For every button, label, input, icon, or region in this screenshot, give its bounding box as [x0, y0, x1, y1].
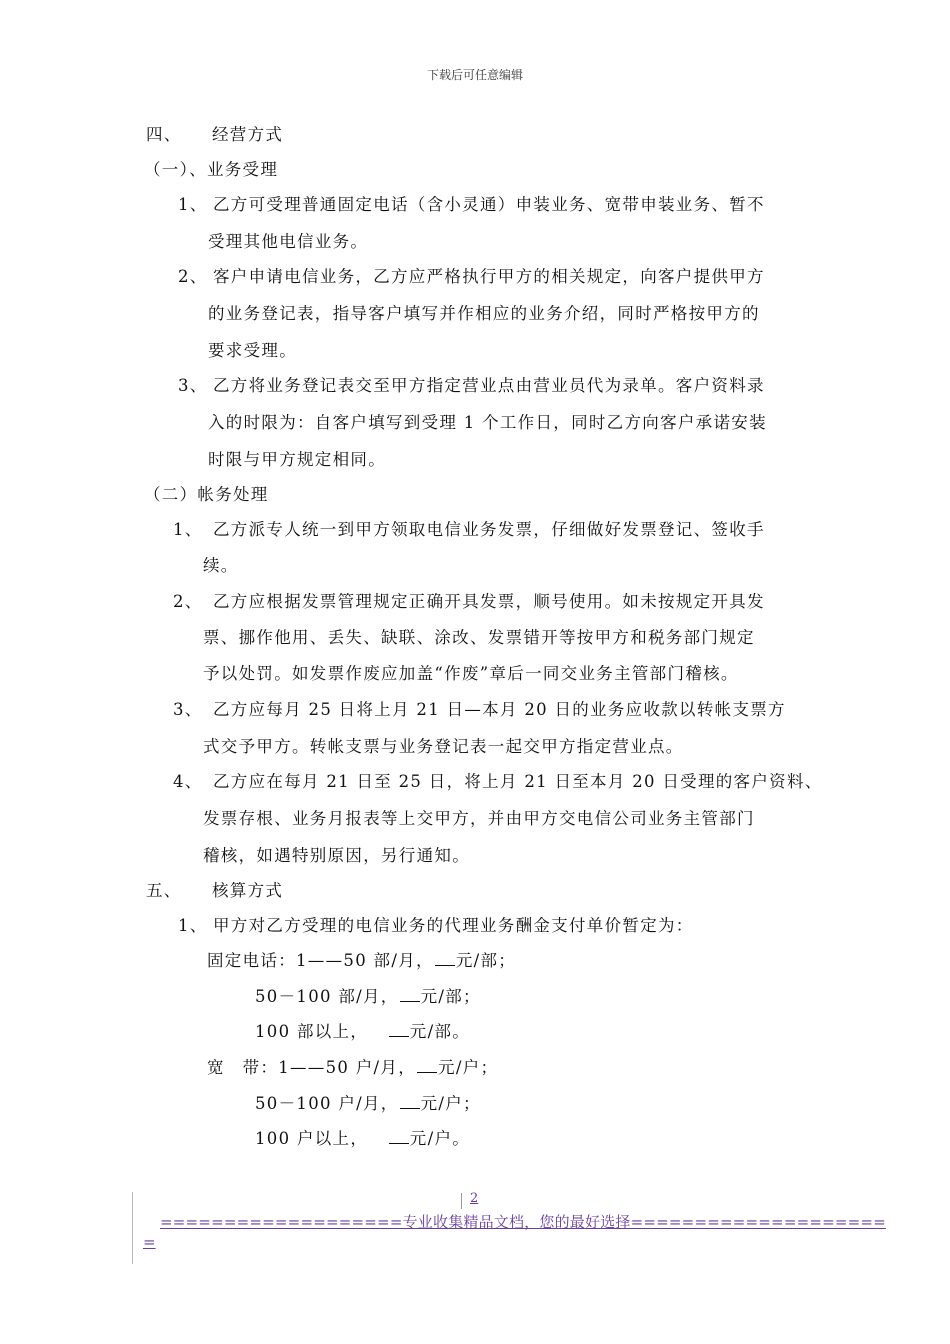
broadband-label: 宽 带：: [207, 1058, 279, 1077]
item-number: 1、: [173, 520, 203, 539]
item-line: 的业务登记表，指导客户填写并作相应的业务介绍，同时严格按甲方的: [208, 304, 760, 323]
item-line: 时限与甲方规定相同。: [208, 450, 386, 469]
fixed-line-label: 固定电话：: [207, 951, 296, 970]
item-line: 予以处罚。如发票作废应加盖“作废”章后一同交业务主管部门稽核。: [203, 664, 739, 683]
amount-blank: [400, 1094, 420, 1109]
page-number-divider: [461, 1193, 462, 1209]
page-number: 2: [470, 1191, 479, 1206]
item-line: 发票存根、业务月报表等上交甲方，并由甲方交电信公司业务主管部门: [203, 809, 755, 828]
amount-blank: [435, 951, 455, 966]
item-number: 3、: [173, 700, 203, 719]
item-line: 乙方派专人统一到甲方领取电信业务发票，仔细做好发票登记、签收手: [213, 520, 765, 539]
broadband-rate-3: 100 户以上， 元/户。: [255, 1129, 471, 1148]
item-line: 续。: [203, 556, 239, 575]
item-line: 乙方应在每月 21 日至 25 日，将上月 21 日至本月 20 日受理的客户资料、: [213, 772, 823, 791]
item-line: 式交予甲方。转帐支票与业务登记表一起交甲方指定营业点。: [203, 737, 684, 756]
item-line: 乙方可受理普通固定电话（含小灵通）申装业务、宽带申装业务、暂不: [213, 195, 765, 214]
header-note: 下载后可任意编辑: [426, 68, 523, 82]
item-number: 1、: [178, 916, 208, 935]
fixed-line-rate-1: 固定电话：1——50 部/月， 元/部；: [207, 951, 517, 970]
item-number: 2、: [178, 267, 208, 286]
subsection-2-title: （二）帐务处理: [144, 485, 269, 504]
footer-promo-link[interactable]: ===================专业收集精品文档，您的最好选择====================: [160, 1213, 886, 1231]
item-number: 4、: [173, 772, 203, 791]
amount-blank: [389, 1022, 409, 1037]
item-number: 1、: [178, 195, 208, 214]
item-line: 甲方对乙方受理的电信业务的代理业务酬金支付单价暂定为：: [213, 916, 694, 935]
footer-margin-line: [132, 1192, 133, 1264]
item-line: 乙方应根据发票管理规定正确开具发票，顺号使用。如未按规定开具发: [213, 592, 765, 611]
section-4-number: 四、: [146, 125, 182, 144]
fixed-line-rate-3: 100 部以上， 元/部。: [255, 1022, 471, 1041]
amount-blank: [400, 987, 420, 1002]
broadband-rate-2: 50－100 户/月， 元/户；: [255, 1094, 481, 1113]
section-5-number: 五、: [146, 881, 182, 900]
item-line: 票、挪作他用、丢失、缺联、涂改、发票错开等按甲方和税务部门规定: [203, 628, 755, 647]
section-4-title: 经营方式: [212, 125, 284, 144]
fixed-line-rate-2: 50－100 部/月， 元/部；: [255, 987, 481, 1006]
item-number: 3、: [178, 376, 208, 395]
item-line: 客户申请电信业务，乙方应严格执行甲方的相关规定，向客户提供甲方: [213, 267, 765, 286]
item-line: 乙方将业务登记表交至甲方指定营业点由营业员代为录单。客户资料录: [213, 376, 765, 395]
broadband-rate-1: 宽 带：1——50 户/月， 元/户；: [207, 1058, 499, 1077]
amount-blank: [417, 1058, 437, 1073]
item-line: 稽核，如遇特别原因，另行通知。: [203, 846, 470, 865]
item-line: 入的时限为：自客户填写到受理 1 个工作日，同时乙方向客户承诺安装: [208, 413, 767, 432]
section-5-title: 核算方式: [212, 881, 284, 900]
subsection-1-title: （一）、业务受理: [144, 160, 279, 179]
footer-promo-link-tail[interactable]: =: [143, 1233, 156, 1251]
item-line: 受理其他电信业务。: [208, 232, 369, 251]
item-number: 2、: [173, 592, 203, 611]
item-line: 乙方应每月 25 日将上月 21 日—本月 20 日的业务应收款以转帐支票方: [213, 700, 786, 719]
item-line: 要求受理。: [208, 341, 297, 360]
amount-blank: [389, 1129, 409, 1144]
